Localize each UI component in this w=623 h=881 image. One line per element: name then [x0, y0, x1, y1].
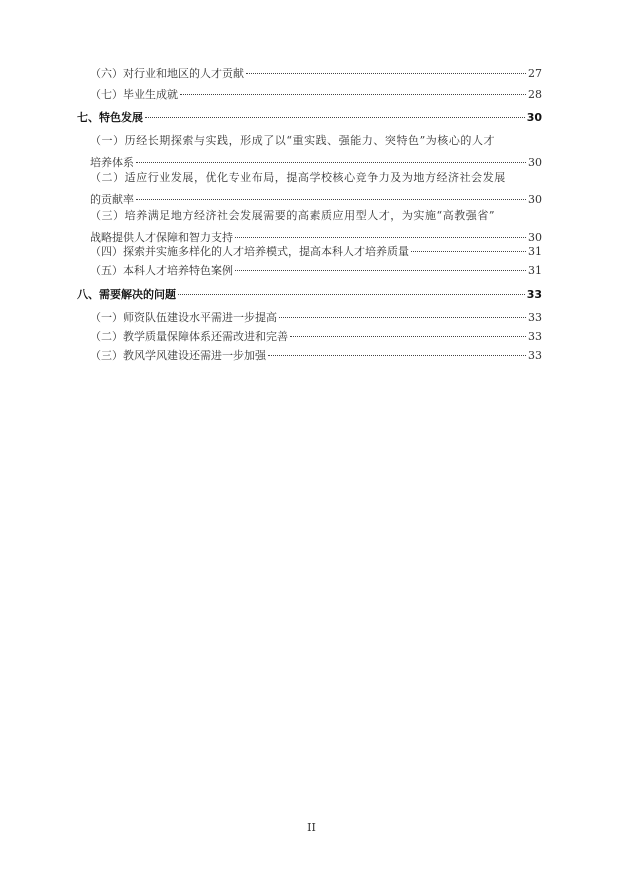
- toc-entry-page: 33: [528, 311, 542, 324]
- dot-leader: [136, 199, 526, 200]
- toc-entry-label: 七、特色发展: [77, 111, 143, 124]
- toc-entry-label: （一）师资队伍建设水平需进一步提高: [90, 311, 277, 324]
- dot-leader: [246, 73, 526, 74]
- dot-leader: [235, 237, 526, 238]
- toc-entry-page: 27: [528, 67, 542, 80]
- dot-leader: [136, 162, 526, 163]
- toc-entry-label: （七）毕业生成就: [90, 88, 178, 101]
- dot-leader: [279, 317, 526, 318]
- toc-entry[interactable]: [90, 345, 542, 367]
- dot-leader: [411, 251, 526, 252]
- dot-leader: [178, 294, 525, 295]
- toc-entry-label: （四）探索并实施多样化的人才培养模式，提高本科人才培养质量: [90, 245, 409, 258]
- toc-entry-label: （二）适应行业发展，优化专业布局，提高学校核心竞争力及为地方经济社会发展: [90, 171, 506, 184]
- toc-entry-label: 八、需要解决的问题: [77, 288, 176, 301]
- toc-entry-label-continued: 培养体系: [90, 156, 134, 169]
- toc-entry-page: 31: [528, 264, 542, 277]
- toc-entry-label: （五）本科人才培养特色案例: [90, 264, 233, 277]
- toc-section-heading[interactable]: [77, 107, 542, 129]
- toc-entry-page: 33: [526, 288, 542, 301]
- toc-entry[interactable]: [90, 260, 542, 282]
- toc-entry-page: 30: [528, 193, 542, 206]
- dot-leader: [290, 336, 526, 337]
- toc-entry[interactable]: [90, 84, 542, 106]
- toc-entry-label: （三）教风学风建设还需进一步加强: [90, 349, 266, 362]
- toc-entry-label: （三）培养满足地方经济社会发展需要的高素质应用型人才，为实施“高教强省”: [90, 209, 496, 222]
- toc-entry-page: 30: [528, 156, 542, 169]
- toc-entry-page: 28: [528, 88, 542, 101]
- toc-entry-page: 33: [528, 330, 542, 343]
- toc-entry-page: 30: [528, 231, 542, 244]
- toc-entry-label: （二）教学质量保障体系还需改进和完善: [90, 330, 288, 343]
- dot-leader: [268, 355, 526, 356]
- toc-entry-label: （一）历经长期探索与实践，形成了以“重实践、强能力、突特色”为核心的人才: [90, 134, 496, 147]
- toc-entry-label-continued: 战略提供人才保障和智力支持: [90, 231, 233, 244]
- dot-leader: [145, 117, 525, 118]
- toc-entry-page: 30: [526, 111, 542, 124]
- toc-entry-page: 31: [528, 245, 542, 258]
- toc-entry-label-continued: 的贡献率: [90, 193, 134, 206]
- toc-entry-label: （六）对行业和地区的人才贡献: [90, 67, 244, 80]
- toc-section-heading[interactable]: [77, 284, 542, 306]
- page-number: II: [307, 821, 316, 834]
- toc-entry-page: 33: [528, 349, 542, 362]
- toc-entry[interactable]: [90, 63, 542, 85]
- dot-leader: [180, 94, 526, 95]
- dot-leader: [235, 270, 526, 271]
